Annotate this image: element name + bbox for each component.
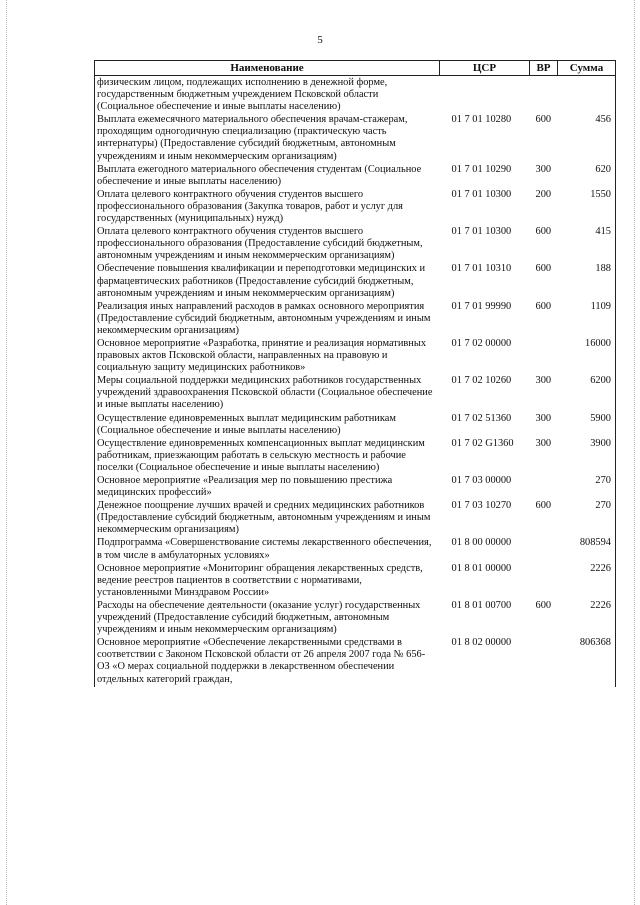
row-name: Основное мероприятие «Реализация мер по повышению престижа медицинских профессий» [97, 475, 393, 499]
row-name: Денежное поощрение лучших врачей и средних медицинских работников (Предоставление субсидий бюджетным, автономным учреждениям и иным некоммерческим организациям) [97, 500, 431, 536]
row-name: Оплата целевого контрактного обучения студентов высшего профессионального образования (Закупка товаров, работ и услуг для государственных (муниципальных) нужд) [97, 188, 403, 225]
table-row [95, 475, 616, 500]
budget-table [94, 60, 616, 687]
table-row [95, 76, 616, 115]
table-row [95, 263, 616, 300]
table-row [95, 500, 616, 537]
row-csr: 01 7 02 10260 [451, 375, 512, 387]
row-vr: 300 [535, 163, 552, 175]
table-row [95, 338, 616, 375]
row-vr: 200 [535, 188, 552, 200]
table-body [95, 76, 616, 687]
scan-edge-left [6, 0, 7, 905]
row-sum: 1109 [590, 300, 611, 312]
row-csr: 01 8 01 00000 [451, 562, 512, 574]
row-vr: 300 [535, 375, 552, 387]
column-header-name: Наименование [95, 61, 440, 76]
row-sum [558, 76, 616, 115]
row-csr: 01 7 03 00000 [451, 475, 512, 486]
row-sum: 6200 [590, 375, 611, 387]
row-vr [530, 76, 558, 115]
row-vr: 300 [535, 437, 552, 449]
row-sum: 808594 [579, 537, 611, 549]
row-vr: 600 [535, 226, 552, 238]
row-csr: 01 7 02 00000 [451, 337, 512, 349]
page-number: 5 [317, 34, 323, 46]
row-name: Основное мероприятие «Обеспечение лекарственными средствами в соответствии с Законом Псковской области от 26 апреля 2007 года № 656-ОЗ «О мерах социальной поддержки в лекарственном обеспечении отдельных категорий граждан, [97, 637, 426, 685]
row-vr [530, 563, 558, 600]
row-name: Выплата ежегодного материального обеспечения студентам (Социальное обеспечение и иные выплаты населению) [97, 163, 422, 187]
row-sum: 456 [595, 114, 611, 126]
row-csr: 01 8 01 00700 [451, 599, 512, 611]
row-csr: 01 7 01 10290 [451, 163, 512, 175]
row-name: Основное мероприятие «Мониторинг обращения лекарственных средств, ведение реестров пациентов в соответствии с нормативами, установленными Минздравом России» [97, 562, 423, 598]
row-vr: 600 [535, 599, 552, 611]
table-row [95, 537, 616, 562]
row-sum: 3900 [590, 437, 611, 449]
row-csr: 01 7 01 10300 [451, 188, 512, 200]
column-header-sum: Сумма [558, 61, 616, 76]
row-name: Подпрограмма «Совершенствование системы лекарственного обеспечения, в том числе в амбулаторных условиях» [97, 537, 432, 561]
row-sum: 415 [595, 226, 611, 238]
row-vr: 600 [535, 114, 552, 126]
table-row [95, 114, 616, 163]
row-name: Осуществление единовременных выплат медицинским работникам (Социальное обеспечение и иные выплаты населению) [97, 412, 396, 436]
row-name: Обеспечение повышения квалификации и переподготовки медицинских и фармацевтических работников (Предоставление субсидий бюджетным, автономным учреждениям и иным некоммерческим организациям) [97, 263, 426, 299]
row-csr: 01 7 03 10270 [451, 500, 512, 512]
row-name: Выплата ежемесячного материального обеспечения врачам-стажерам, проходящим одногодичную специализацию (практическую часть интернатуры) (Предоставление субсидий бюджетным, автономным учреждениям и иным некоммерческим организациям) [97, 114, 408, 162]
table-row [95, 413, 616, 438]
row-name: Меры социальной поддержки медицинских работников государственных учреждений здравоохранения Псковской области (Социальное обеспечение и иные выплаты населению) [97, 375, 433, 411]
table-row [95, 301, 616, 338]
column-header-csr: ЦСР [440, 61, 530, 76]
row-sum: 806368 [579, 637, 611, 649]
row-name: Оплата целевого контрактного обучения студентов высшего профессионального образования (Предоставление субсидий бюджетным, автономным учреждениям и иным некоммерческим организациям) [97, 226, 423, 262]
table-row [95, 438, 616, 475]
row-sum: 620 [595, 163, 611, 175]
table-header-row [95, 61, 616, 76]
row-vr: 600 [535, 500, 552, 512]
row-name: Расходы на обеспечение деятельности (оказание услуг) государственных учреждений (Предоставление субсидий бюджетным, автономным учреждениям и иным некоммерческим организациям) [97, 599, 421, 636]
row-vr: 600 [535, 300, 552, 312]
row-name: Основное мероприятие «Разработка, принятие и реализация нормативных правовых актов Псковской области, направленных на правовую и социальную защиту медицинских работников» [97, 337, 427, 374]
table-row [95, 164, 616, 189]
row-csr: 01 8 02 00000 [451, 637, 512, 649]
row-vr [530, 537, 558, 562]
row-csr: 01 7 02 G1360 [451, 437, 514, 449]
row-csr: 01 7 02 51360 [451, 412, 512, 424]
row-sum: 2226 [590, 599, 611, 611]
row-sum: 270 [595, 475, 611, 486]
row-vr [530, 338, 558, 375]
row-csr [440, 76, 530, 115]
row-sum: 1550 [590, 188, 611, 200]
table-row [95, 563, 616, 600]
row-vr [530, 637, 558, 686]
row-name: Реализация иных направлений расходов в рамках основного мероприятия (Предоставление субсидий бюджетным, автономным учреждениям и иным некоммерческим организациям) [97, 300, 431, 336]
table-row [95, 189, 616, 226]
row-sum: 5900 [590, 412, 611, 424]
row-vr [530, 475, 558, 500]
row-csr: 01 7 01 99990 [451, 300, 512, 312]
table-row [95, 375, 616, 412]
row-csr: 01 8 00 00000 [451, 537, 512, 549]
row-sum: 188 [595, 263, 611, 275]
column-header-vr: ВР [530, 61, 558, 76]
table-header [95, 61, 616, 76]
row-sum: 270 [595, 500, 611, 512]
table-row [95, 600, 616, 637]
row-sum: 2226 [590, 562, 611, 574]
row-csr: 01 7 01 10300 [451, 226, 512, 238]
table-row [95, 637, 616, 686]
row-name: физическим лицом, подлежащих исполнению в денежной форме, государственным бюджетным учреждением Псковской области (Социальное обеспечение и иные выплаты населению) [97, 77, 388, 113]
row-name: Осуществление единовременных компенсационных выплат медицинским работникам, приезжающим работать в сельскую местность и рабочие поселки (Социальное обеспечение и иные выплаты населению) [97, 437, 425, 473]
scan-edge-right [634, 0, 635, 905]
row-sum: 16000 [585, 337, 611, 349]
row-csr: 01 7 01 10310 [451, 263, 512, 275]
row-vr: 300 [535, 412, 552, 424]
row-csr: 01 7 01 10280 [451, 114, 512, 126]
table-row [95, 226, 616, 263]
row-vr: 600 [535, 263, 552, 275]
